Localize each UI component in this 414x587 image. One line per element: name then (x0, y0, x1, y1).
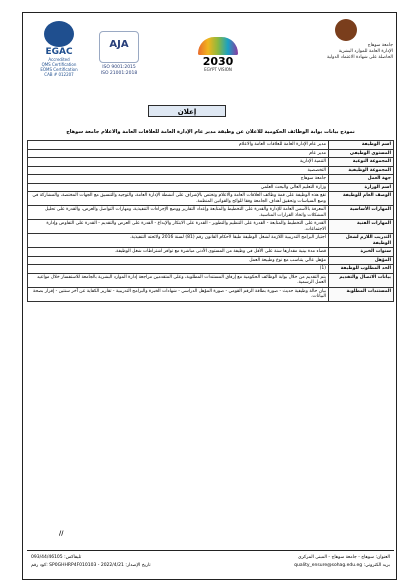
row-value: تقع هذه الوظيفة على قمة وظائف العلاقات العامة والاعلام وتختص بالإشراف على أنشطة الإدارة العامة، والتوجيه والتنسيق مع الجهات المختصة، والمشاركة في وضع السياسات وتحقيق أهداف الجامعة وفقا للوائح والقوانين المنظمة. (28, 192, 329, 206)
row-value: قضاء مدة بينية مقدارها سنة على الأقل في وظيفة من المستوى الأدنى مباشرة مع توافر اشتراطات شغل الوظيفة. (28, 248, 329, 257)
table-row (28, 141, 394, 150)
footer-phone: تليفاكس: 093/44/46105 (31, 555, 82, 560)
row-label: الحد المطلوب للوظيفة (329, 265, 394, 274)
row-value: وزارة التعليم العالي والبحث العلمي (28, 183, 329, 192)
row-label: جهة العمل (329, 175, 394, 184)
row-value: (1) (28, 265, 329, 274)
table-row (28, 256, 394, 265)
table-row (28, 265, 394, 274)
row-label: التدريب اللازم لشغل الوظيفة (329, 234, 394, 248)
egac-logo: EGAC Accredited QMS Certification EOMS Certification CAB # 012207 (29, 21, 89, 81)
document-page (22, 12, 397, 580)
university-emblem-icon (335, 19, 357, 41)
row-label: الوصف العام للوظيفة (329, 192, 394, 206)
iso-certifications: ISO 9001:2015 ISO 21001:2018 (100, 65, 138, 76)
row-label: المهارات الفنية (329, 220, 394, 234)
row-label: اسم الوزارة (329, 183, 394, 192)
header-logos (23, 13, 398, 93)
table-row (28, 273, 394, 287)
table-row (28, 220, 394, 234)
row-value: بيان حالة وظيفية حديث - صورة بطاقة الرقم القومي - صورة المؤهل الدراسي - شهادات الخبرة والبرامج التدريبية - تقارير الكفاية عن آخر سنتين - إقرار بصحة البيانات. (28, 287, 329, 301)
row-label: اسم الوظيفة (329, 141, 394, 150)
table-row (28, 248, 394, 257)
table-row (28, 206, 394, 220)
table-row (28, 234, 394, 248)
aja-logo: AJA (99, 31, 139, 63)
footer (27, 550, 394, 575)
table-row (28, 183, 394, 192)
table-row (28, 287, 394, 301)
egypt-vision-logo: 2030 EGYPT VISION (183, 37, 253, 77)
egac-emblem-icon (44, 21, 74, 47)
row-value: جامعة سوهاج (28, 175, 329, 184)
vision-swirl-icon (198, 37, 238, 55)
row-value: يتم التقديم من خلال بوابة الوظائف الحكومية مع إرفاق المستندات المطلوبة، وعلى المتقدمين مراجعة إدارة الموارد البشرية بالجامعة للاستفسار خلال مواعيد العمل الرسمية. (28, 273, 329, 287)
row-value: مؤهل عالي يتناسب مع نوع وطبيعة العمل (28, 256, 329, 265)
row-value: التنمية الإدارية (28, 158, 329, 167)
row-label: المهارات الأساسية (329, 206, 394, 220)
row-value: القدرة على التخطيط والمتابعة - القدرة على التنظيم والتطوير - القدرة على الابتكار والإبداع - القدرة على العرض والتقديم - القدرة على التفاوض وإدارة الاجتماعات. (28, 220, 329, 234)
table-row (28, 158, 394, 167)
document-title: نموذج بيانات بوابة الوظائف الحكومية للاعلان عن وظيفة مدير عام الإدارة العامة للعلاقات العامة والاعلام جامعة سوهاج (66, 129, 355, 135)
table-row (28, 192, 394, 206)
row-label: المؤهل (329, 256, 394, 265)
row-value: مدير عام الإدارة العامة للعلاقات العامة والاعلام (28, 141, 329, 150)
table-row (28, 166, 394, 175)
announcement-box: إعلان (148, 105, 226, 117)
row-value: المعرفة بالأسس العامة للإدارة والقدرة على التخطيط والمتابعة وإعداد التقارير ووضع الإجراءات التنفيذية، ومهارات التواصل والعرض، والقدرة على تحليل المشكلات واتخاذ القرارات المناسبة. (28, 206, 329, 220)
footer-code: كود رقم: SP0GHHRP4F010103 - تاريخ الإصدار: 2022/4/21 (31, 563, 151, 568)
table-row (28, 149, 394, 158)
row-value: مدير عام (28, 149, 329, 158)
row-label: المجموعة الوظيفية (329, 166, 394, 175)
footer-address: العنوان: سوهاج - جامعة سوهاج - المبنى المركزي (298, 555, 390, 560)
row-label: بيانات الاتصال والتقديم (329, 273, 394, 287)
footer-email: بريد الكتروني: quality_ensure@sohag.edu.eg (294, 563, 390, 568)
row-label: المستوى الوظيفي (329, 149, 394, 158)
signature: // (59, 530, 64, 537)
row-value: التخصصية (28, 166, 329, 175)
row-label: المجموعة النوعية (329, 158, 394, 167)
university-header: جامعة سوهاج الإدارة العامة للموارد البشرية الحاصلة على شهادة الاعتماد الدولية (293, 19, 393, 75)
row-label: المستندات المطلوبة (329, 287, 394, 301)
job-details-table (27, 140, 394, 302)
row-value: اجتياز البرامج التدريبية اللازمة لشغل الوظيفة طبقا لأحكام القانون رقم (81) لسنة 2016 ولائحته التنفيذية. (28, 234, 329, 248)
table-row (28, 175, 394, 184)
row-label: سنوات الخبرة (329, 248, 394, 257)
